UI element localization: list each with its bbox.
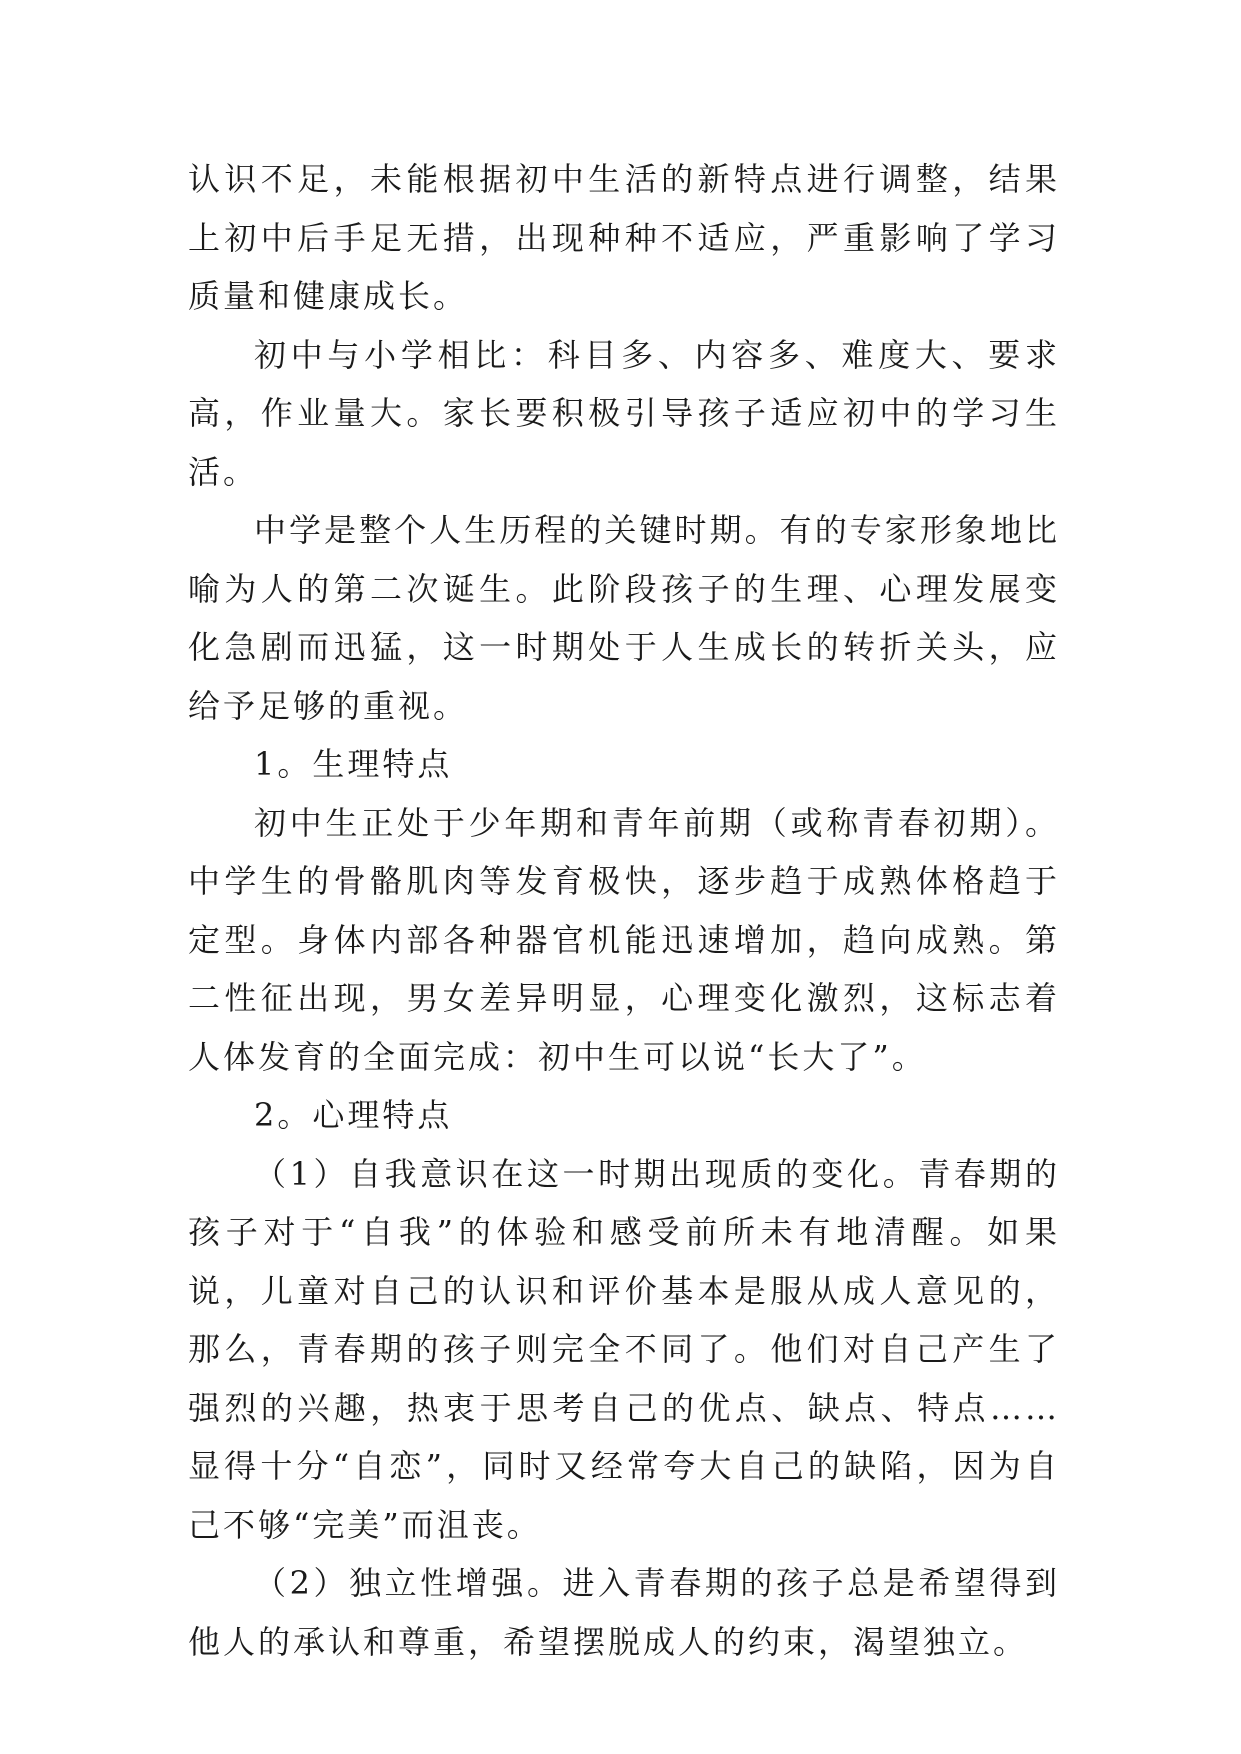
paragraph-school-comparison: 初中与小学相比：科目多、内容多、难度大、要求高，作业量大。家长要积极引导孩子适应初中的学习生活。 [188, 335, 1060, 491]
paragraph-continued: 认识不足，未能根据初中生活的新特点进行调整，结果上初中后手足无措，出现种种不适应，严重影响了学习质量和健康成长。 [188, 160, 1060, 315]
section-heading-physiological: 1。生理特点 [254, 745, 453, 783]
paragraph-self-awareness: （1）自我意识在这一时期出现质的变化。青春期的孩子对于“自我”的体验和感受前所未有地清醒。如果说，儿童对自己的认识和评价基本是服从成人意见的，那么，青春期的孩子则完全不同了。他们对自己产生了强烈的兴趣，热衷于思考自己的优点、缺点、特点……显得十分“自恋”，同时又经常夸大自己的缺陷，因为自己不够“完美”而沮丧。 [188, 1154, 1060, 1544]
document-body [188, 150, 1060, 1671]
paragraph-physiological: 初中生正处于少年期和青年前期（或称青春初期）。中学生的骨骼肌肉等发育极快，逐步趋于成熟体格趋于定型。身体内部各种器官机能迅速增加，趋向成熟。第二性征出现，男女差异明显，心理变化激烈，这标志着人体发育的全面完成：初中生可以说“长大了”。 [188, 803, 1060, 1076]
paragraph-key-period: 中学是整个人生历程的关键时期。有的专家形象地比喻为人的第二次诞生。此阶段孩子的生理、心理发展变化急剧而迅猛，这一时期处于人生成长的转折关头，应给予足够的重视。 [188, 511, 1060, 725]
section-heading-psychological: 2。心理特点 [254, 1096, 453, 1134]
paragraph-independence: （2）独立性增强。进入青春期的孩子总是希望得到他人的承认和尊重，希望摆脱成人的约束，渴望独立。 [188, 1564, 1060, 1661]
